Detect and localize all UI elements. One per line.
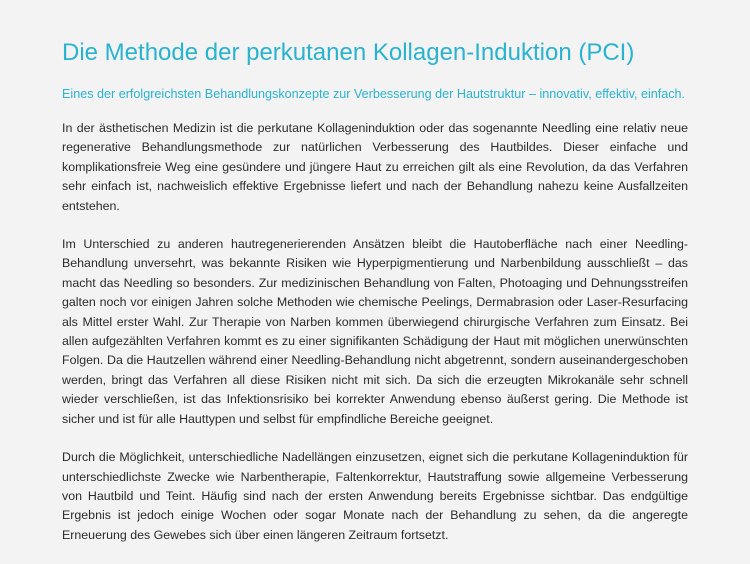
page-subtitle: Eines der erfolgreichsten Behandlungskonzepte zur Verbesserung der Hautstruktur – innovativ, effektiv, einfach. xyxy=(62,87,686,101)
article-paragraph-3: Durch die Möglichkeit, unterschiedliche Nadellängen einzusetzen, eignet sich die perkutane Kollageninduktion für unterschiedlichste Zwecke wie Narbentherapie, Faltenkorrektur, Hautstraffung sowie allgemeine Verbesserung von Hautbild und Teint. Häufig sind nach der ersten Anwendung bereits Ergebnisse sichtbar. Das endgültige Ergebnis ist jedoch einige Wochen oder sogar Monate nach der Behandlung zu sehen, da die angeregte Erneuerung des Gewebes sich über einen längeren Zeitraum fortsetzt. xyxy=(62,450,688,542)
page-title: Die Methode der perkutanen Kollagen-Induktion (PCI) xyxy=(62,39,635,66)
article-paragraph-2: Im Unterschied zu anderen hautregenerierenden Ansätzen bleibt die Hautoberfläche nach einer Needling-Behandlung unversehrt, was bekannte Risiken wie Hyperpigmentierung und Narbenbildung ausschließt – das macht das Needling so besonders. Zur medizinischen Behandlung von Falten, Photoaging und Dehnungsstreifen galten noch vor einigen Jahren solche Methoden wie chemische Peelings, Dermabrasion oder Laser-Resurfacing als Mittel erster Wahl. Zur Therapie von Narben kommen überwiegend chirurgische Verfahren zum Einsatz. Bei allen aufgezählten Verfahren kommt es zu einer signifikanten Schädigung der Haut mit möglichen unerwünschten Folgen. Da die Hautzellen während einer Needling-Behandlung nicht abgetrennt, sondern auseinandergeschoben werden, bringt das Verfahren all diese Risiken nicht mit sich. Da sich die erzeugten Mikrokanäle sehr schnell wieder verschließen, ist das Infektionsrisiko bei korrekter Anwendung ebenso äußerst gering. Die Methode ist sicher und ist für alle Hauttypen und selbst für empfindliche Bereiche geeignet. xyxy=(62,237,688,426)
article-body xyxy=(62,119,688,564)
article-paragraph-1: In der ästhetischen Medizin ist die perkutane Kollageninduktion oder das sogenannte Needling eine relativ neue regenerative Behandlungsmethode zur natürlichen Verbesserung des Hautbildes. Dieser einfache und komplikationsfreie Weg eine gesündere und jüngere Haut zu erreichen gilt als eine Revolution, da das Verfahren sehr einfach ist, nachweislich effektive Ergebnisse liefert und nach der Behandlung nahezu keine Ausfallzeiten entstehen. xyxy=(62,121,688,213)
